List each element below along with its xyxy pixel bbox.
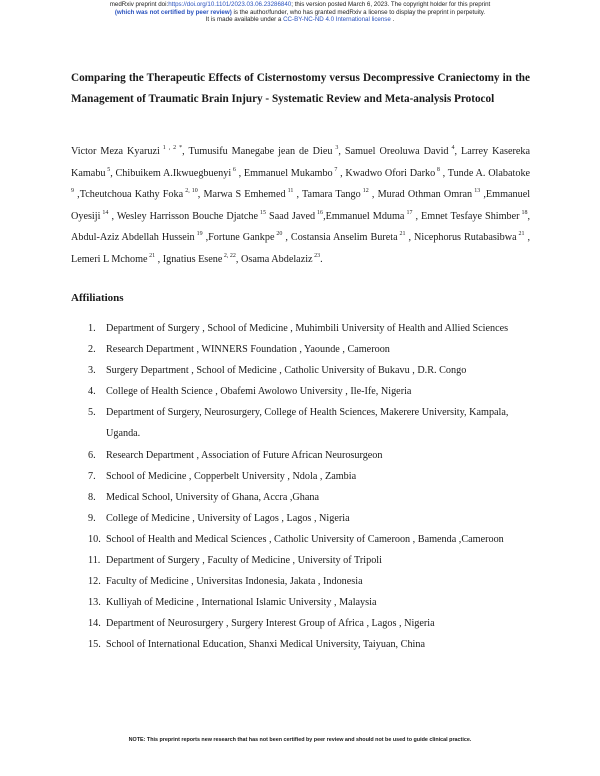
affiliation-item bbox=[88, 529, 530, 550]
license-suffix: . bbox=[390, 16, 395, 24]
author-separator: , bbox=[323, 210, 326, 222]
author-separator: , bbox=[338, 146, 345, 157]
author-separator: , bbox=[202, 232, 209, 244]
author-name: Nicephorus Rutabasibwa bbox=[414, 232, 517, 244]
author-affiliation-marker: 9 bbox=[71, 188, 74, 195]
affiliation-item bbox=[88, 339, 530, 360]
author-separator: , bbox=[439, 167, 448, 179]
affiliation-text: School of International Education, Shanxi Medical University, Taiyuan, China bbox=[106, 639, 425, 651]
author-separator: , bbox=[74, 189, 80, 201]
affiliation-text: Research Department , Association of Future African Neurosurgeon bbox=[106, 449, 383, 461]
author-affiliation-marker: 1 , 2 * bbox=[159, 145, 183, 151]
license-grant-text: is the author/funder, who has granted medRxiv a license to display the preprint in perpetuity. bbox=[231, 8, 486, 16]
author-separator: , bbox=[155, 253, 163, 265]
affiliation-text: Medical School, University of Ghana, Accra ,Ghana bbox=[106, 491, 320, 503]
affiliations-list bbox=[88, 318, 530, 656]
affiliation-item bbox=[88, 592, 530, 613]
affiliation-number: 10. bbox=[88, 533, 101, 545]
author-affiliation-marker: 7 bbox=[332, 166, 338, 173]
author-separator: , bbox=[368, 189, 378, 201]
affiliation-item bbox=[88, 550, 530, 571]
peer-review-notice: (which was not certified by peer review) bbox=[114, 8, 232, 16]
license-link[interactable]: CC-BY-NC-ND 4.0 International license bbox=[283, 16, 391, 24]
author-separator: , bbox=[108, 210, 117, 222]
author-name: Victor Meza Kyaruzi bbox=[71, 146, 160, 157]
affiliation-item bbox=[88, 381, 530, 402]
affiliation-number: 1. bbox=[88, 323, 96, 334]
author-name: Emmanuel Mukambo bbox=[243, 167, 333, 179]
affiliation-number: 7. bbox=[88, 470, 96, 482]
affiliation-item bbox=[88, 571, 530, 592]
author-affiliation-marker: 17 bbox=[404, 209, 413, 216]
affiliation-text: School of Health and Medical Sciences , Catholic University of Cameroon , Bamenda ,Cameroon bbox=[106, 533, 504, 545]
affiliation-number: 2. bbox=[88, 344, 96, 356]
author-name: Murad Othman Omran bbox=[377, 189, 473, 201]
author-separator: , bbox=[405, 232, 415, 244]
author-affiliation-marker: 6 bbox=[231, 166, 236, 173]
author-name: Wesley Harrisson Bouche Djatche bbox=[116, 210, 259, 222]
affiliation-text: Research Department , WINNERS Foundation , Yaounde , Cameroon bbox=[106, 344, 390, 356]
author-affiliation-marker: 15 bbox=[258, 209, 267, 216]
author-name: Tcheutchoua Kathy Foka bbox=[79, 189, 184, 201]
author-affiliation-marker: 21 bbox=[147, 252, 156, 259]
affiliation-text: Department of Neurosurgery , Surgery Interest Group of Africa , Lagos , Nigeria bbox=[106, 618, 435, 630]
author-affiliation-marker: 4 bbox=[448, 145, 455, 151]
affiliation-text: Department of Surgery, Neurosurgery, College of Health Sciences, Makerere University, Kampala, Uganda. bbox=[106, 407, 509, 440]
author-name: Emmanuel Mduma bbox=[325, 210, 405, 222]
author-affiliation-marker: 13 bbox=[472, 188, 481, 195]
affiliation-item bbox=[88, 466, 530, 487]
affiliation-item bbox=[88, 360, 530, 381]
affiliation-number: 9. bbox=[88, 512, 96, 524]
author-name: Costansia Anselim Bureta bbox=[290, 232, 398, 244]
author-affiliation-marker: 21 bbox=[516, 231, 525, 238]
header-line-3 bbox=[0, 16, 600, 24]
affiliation-number: 4. bbox=[88, 386, 96, 398]
preprint-header bbox=[0, 1, 600, 24]
author-separator: , bbox=[293, 189, 303, 201]
author-name: Saad Javed bbox=[269, 210, 316, 222]
author-separator: , bbox=[282, 232, 291, 244]
affiliation-number: 8. bbox=[88, 491, 96, 503]
header-doi-prefix: medRxiv preprint doi: bbox=[109, 1, 169, 8]
affiliation-text: Faculty of Medicine , Universitas Indonesia, Jakata , Indonesia bbox=[106, 576, 363, 588]
author-name: Fortune Gankpe bbox=[208, 232, 275, 244]
header-line-1 bbox=[0, 1, 600, 9]
affiliation-number: 6. bbox=[88, 449, 96, 461]
affiliation-text: College of Health Science , Obafemi Awolowo University , Ile-Ife, Nigeria bbox=[106, 386, 412, 398]
author-affiliation-marker: 20 bbox=[274, 231, 283, 238]
author-name: Tumusifu Manegabe jean de Dieu bbox=[188, 146, 333, 157]
affiliation-number: 3. bbox=[88, 365, 96, 377]
author-name: Tamara Tango bbox=[302, 189, 361, 201]
author-name: Chibuikem A.Ikwuegbuenyi bbox=[115, 167, 232, 179]
author-name: Tunde A. Olabatoke bbox=[447, 167, 531, 179]
author-affiliation-marker: 2, 10 bbox=[183, 188, 198, 195]
affiliation-item bbox=[88, 487, 530, 508]
header-line-2 bbox=[0, 9, 600, 17]
affiliation-item bbox=[88, 508, 530, 529]
author-separator: , bbox=[524, 232, 531, 244]
author-separator: , bbox=[110, 167, 116, 179]
affiliation-item bbox=[88, 318, 530, 339]
affiliation-number: 12. bbox=[88, 576, 101, 588]
author-name: Osama Abdelaziz bbox=[241, 253, 313, 265]
author-name: Samuel Oreoluwa David bbox=[344, 146, 449, 157]
license-prefix: It is made available under a bbox=[205, 16, 284, 24]
author-name: Abdul-Aziz Abdellah Hussein bbox=[71, 232, 195, 244]
affiliation-number: 14. bbox=[88, 618, 101, 630]
author-affiliation-marker: 23 bbox=[312, 252, 321, 259]
author-affiliation-marker: 11 bbox=[285, 188, 294, 195]
affiliation-number: 13. bbox=[88, 597, 101, 609]
author-affiliation-marker: 16 bbox=[315, 209, 324, 216]
author-name: Emmanuel Oyesiji bbox=[71, 189, 531, 222]
author-separator: , bbox=[527, 210, 531, 222]
author-name: Emnet Tesfaye Shimber bbox=[421, 210, 520, 222]
author-separator: , bbox=[412, 210, 422, 222]
author-affiliation-marker: 21 bbox=[397, 231, 406, 238]
author-affiliation-marker: 19 bbox=[194, 231, 203, 238]
author-separator: , bbox=[235, 167, 244, 179]
author-separator: , bbox=[480, 189, 486, 201]
affiliation-item bbox=[88, 445, 530, 466]
affiliation-text: Department of Surgery , Faculty of Medicine , University of Tripoli bbox=[106, 555, 382, 567]
paper-title: Comparing the Therapeutic Effects of Cisternostomy versus Decompressive Craniectomy in the Management of Traumatic Brain Injury - Systematic Review and Meta-analysis Protocol bbox=[71, 72, 530, 105]
affiliation-text: Surgery Department , School of Medicine , Catholic University of Bukavu , D.R. Congo bbox=[106, 365, 467, 377]
author-name: Larrey Kasereka Kamabu bbox=[71, 146, 531, 179]
author-separator: . bbox=[320, 253, 323, 265]
affiliation-text: Department of Surgery , School of Medicine , Muhimbili University of Health and Allied Sciences bbox=[106, 323, 509, 334]
affiliation-item bbox=[88, 402, 530, 444]
affiliations-heading: Affiliations bbox=[71, 292, 124, 304]
affiliation-text: Kulliyah of Medicine , International Islamic University , Malaysia bbox=[106, 597, 377, 609]
author-separator: , bbox=[454, 146, 461, 157]
affiliation-text: College of Medicine , University of Lagos , Lagos , Nigeria bbox=[106, 512, 350, 524]
author-name: Ignatius Esene bbox=[162, 253, 223, 265]
preprint-footer-note: NOTE: This preprint reports new research that has not been certified by peer review and should not be used to guide clinical practice. bbox=[128, 737, 472, 743]
header-version-text: ; this version posted March 6, 2023. The copyright holder for this preprint bbox=[291, 1, 491, 8]
author-name: Lemeri L Mchome bbox=[71, 253, 148, 265]
author-affiliation-marker: 18 bbox=[519, 209, 528, 216]
affiliation-text: School of Medicine , Copperbelt University , Ndola , Zambia bbox=[106, 470, 357, 482]
author-affiliation-marker: 8 bbox=[435, 166, 440, 173]
affiliation-number: 5. bbox=[88, 407, 96, 419]
doi-link[interactable]: https://doi.org/10.1101/2023.03.06.23286840 bbox=[168, 1, 292, 8]
affiliation-number: 11. bbox=[88, 555, 101, 567]
affiliation-number: 15. bbox=[88, 639, 101, 651]
affiliation-item bbox=[88, 613, 530, 634]
author-name: Kwadwo Ofori Darko bbox=[345, 167, 436, 179]
author-affiliation-marker: 12 bbox=[360, 188, 369, 195]
author-affiliation-marker: 5 bbox=[105, 166, 111, 173]
author-affiliation-marker: 2, 22 bbox=[222, 252, 236, 259]
author-affiliation-marker: 14 bbox=[100, 209, 109, 216]
author-name: Marwa S Emhemed bbox=[203, 189, 286, 201]
author-separator: , bbox=[235, 253, 242, 265]
author-separator: , bbox=[182, 146, 189, 157]
author-separator: , bbox=[197, 189, 204, 201]
author-separator: , bbox=[337, 167, 346, 179]
author-affiliation-marker: 3 bbox=[332, 145, 339, 151]
author-list bbox=[71, 141, 530, 271]
affiliation-item bbox=[88, 634, 530, 655]
